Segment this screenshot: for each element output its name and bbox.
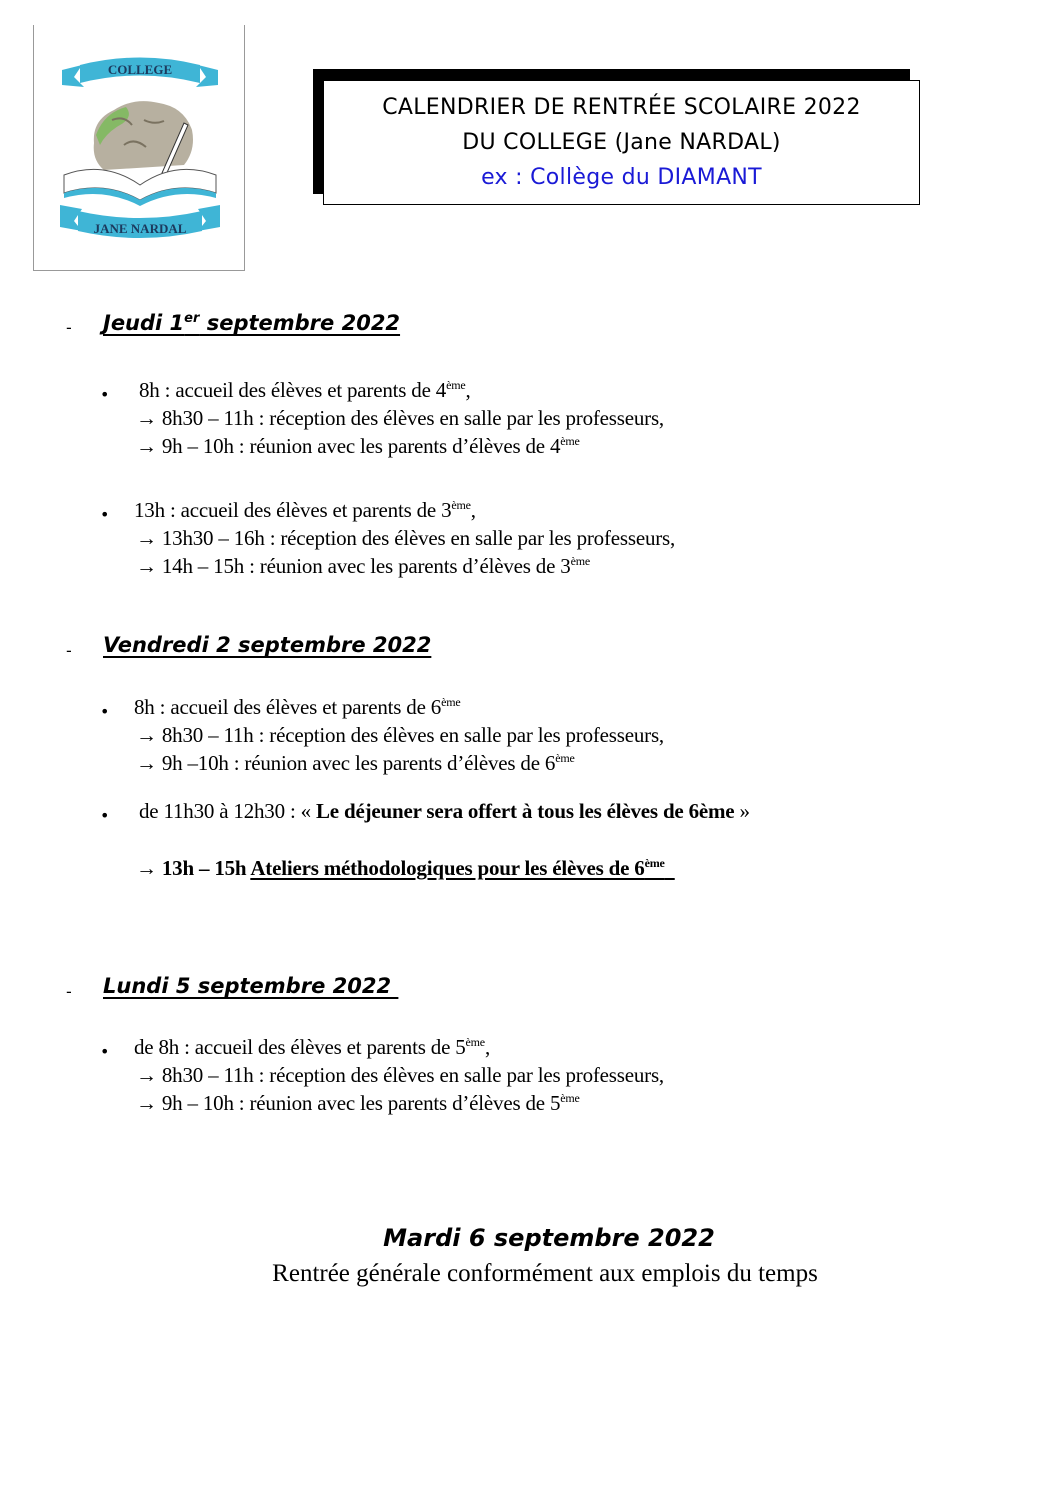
lunch-bold-text: Le déjeuner sera offert à tous les élèves de 6ème bbox=[316, 799, 735, 823]
schedule-line bbox=[136, 751, 575, 776]
schedule-intro bbox=[139, 378, 471, 403]
schedule-intro bbox=[134, 695, 460, 720]
logo-top-text: COLLEGE bbox=[107, 62, 173, 77]
day-heading-main: Jeudi 1 bbox=[103, 311, 185, 335]
title-line-2: DU COLLEGE (Jane NARDAL) bbox=[462, 130, 781, 155]
day-heading bbox=[103, 311, 400, 335]
intro-text: 13h : accueil des élèves et parents de 3 bbox=[134, 498, 452, 522]
workshop-sup: ème bbox=[644, 856, 665, 870]
title-line-1: CALENDRIER DE RENTRÉE SCOLAIRE 2022 bbox=[382, 95, 861, 120]
title-line-3: ex : Collège du DIAMANT bbox=[481, 165, 762, 190]
day-heading bbox=[103, 974, 398, 998]
line-sup: ème bbox=[560, 434, 580, 448]
line-sup: ème bbox=[560, 1091, 580, 1105]
intro-end: » bbox=[734, 799, 750, 823]
workshop-label bbox=[250, 856, 674, 880]
intro-text: de 11h30 à 12h30 : « bbox=[139, 799, 316, 823]
day-heading-main: Lundi 5 septembre 2022 bbox=[103, 974, 399, 998]
intro-end: , bbox=[470, 498, 476, 522]
title-box bbox=[323, 80, 920, 205]
logo-bottom-text: JANE NARDAL bbox=[93, 221, 187, 236]
bullet-icon: • bbox=[100, 806, 110, 825]
day-heading bbox=[103, 633, 431, 657]
intro-sup: ème bbox=[446, 378, 466, 392]
schedule-line bbox=[136, 434, 580, 459]
schedule-line bbox=[136, 1091, 580, 1116]
line-text: → 9h – 10h : réunion avec les parents d’élèves de 5 bbox=[136, 1091, 561, 1115]
workshop-time: → 13h – 15h bbox=[136, 856, 251, 880]
line-text: → 8h30 – 11h : réception des élèves en salle par les professeurs, bbox=[136, 723, 664, 747]
book-icon bbox=[64, 169, 216, 200]
schedule-line bbox=[136, 526, 675, 551]
schedule-line bbox=[136, 406, 664, 431]
intro-sup: ème bbox=[441, 695, 461, 709]
schedule-line bbox=[136, 1063, 664, 1088]
line-text: → 9h – 10h : réunion avec les parents d’élèves de 4 bbox=[136, 434, 561, 458]
schedule-line bbox=[136, 554, 590, 579]
line-text: → 13h30 – 16h : réception des élèves en salle par les professeurs, bbox=[136, 526, 676, 550]
schedule-intro bbox=[134, 1035, 490, 1060]
intro-text: de 8h : accueil des élèves et parents de 5 bbox=[134, 1035, 466, 1059]
line-sup: ème bbox=[570, 554, 590, 568]
list-dash: - bbox=[66, 982, 72, 1001]
line-text: → 8h30 – 11h : réception des élèves en salle par les professeurs, bbox=[136, 406, 664, 430]
bullet-icon: • bbox=[100, 505, 110, 524]
final-day-heading: Mardi 6 septembre 2022 bbox=[383, 1224, 715, 1252]
line-text: → 8h30 – 11h : réception des élèves en salle par les professeurs, bbox=[136, 1063, 664, 1087]
intro-text: 8h : accueil des élèves et parents de 6 bbox=[134, 695, 442, 719]
list-dash: - bbox=[66, 641, 72, 660]
intro-text: 8h : accueil des élèves et parents de 4 bbox=[139, 378, 447, 402]
bullet-icon: • bbox=[100, 385, 110, 404]
school-logo bbox=[33, 25, 245, 271]
workshop-label-text: Ateliers méthodologiques pour les élèves de 6 bbox=[250, 856, 645, 880]
intro-sup: ème bbox=[465, 1035, 485, 1049]
line-sup: ème bbox=[555, 751, 575, 765]
final-day-text: Rentrée générale conformément aux emplois du temps bbox=[272, 1260, 818, 1287]
line-text: → 9h –10h : réunion avec les parents d’élèves de 6 bbox=[136, 751, 556, 775]
logo-emblem bbox=[34, 25, 246, 271]
line-text: → 14h – 15h : réunion avec les parents d’élèves de 3 bbox=[136, 554, 571, 578]
day-heading-main: Vendredi 2 septembre 2022 bbox=[103, 633, 432, 657]
schedule-intro bbox=[134, 498, 476, 523]
list-dash: - bbox=[66, 318, 72, 337]
intro-end: , bbox=[484, 1035, 490, 1059]
workshop-line bbox=[136, 856, 675, 881]
bullet-icon: • bbox=[100, 702, 110, 721]
lunch-note bbox=[139, 799, 750, 824]
schedule-line bbox=[136, 723, 664, 748]
bullet-icon: • bbox=[100, 1042, 110, 1061]
intro-sup: ème bbox=[451, 498, 471, 512]
day-heading-sup: er bbox=[184, 311, 200, 326]
intro-end: , bbox=[465, 378, 471, 402]
day-heading-rest: septembre 2022 bbox=[199, 311, 401, 335]
